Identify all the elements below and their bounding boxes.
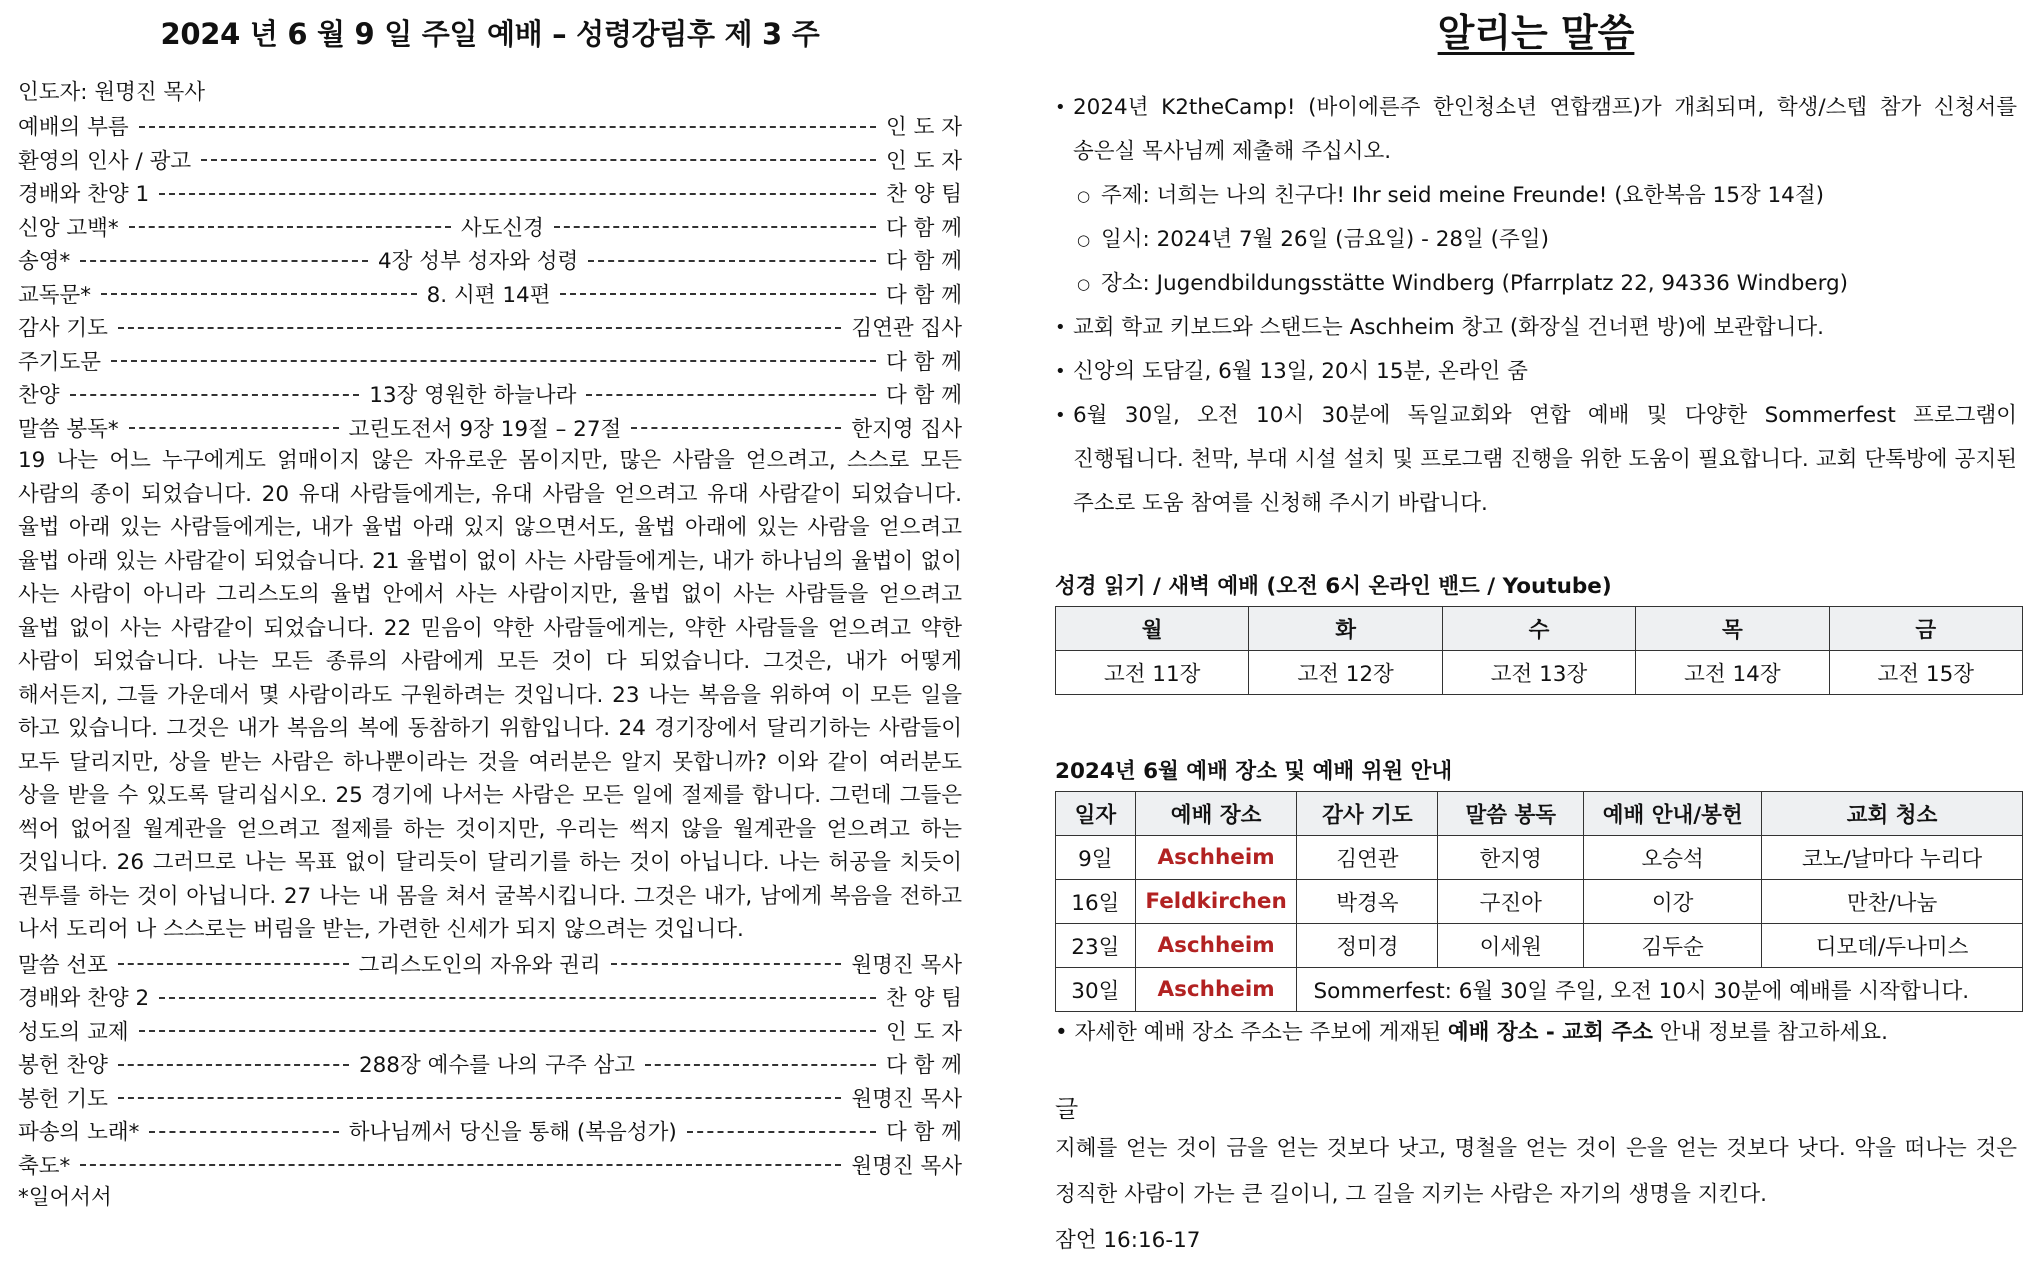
bullet: • — [1055, 317, 1066, 338]
dash-leader — [611, 963, 842, 965]
bible-reading-days-row — [1056, 607, 2023, 651]
order-label: 찬양 — [18, 383, 60, 409]
schedule-date: 30일 — [1056, 968, 1136, 1012]
order-row — [18, 210, 962, 244]
reading-chapter: 고전 14장 — [1636, 651, 1829, 695]
schedule-cell: 이세원 — [1438, 924, 1584, 968]
dash-leader — [159, 997, 876, 999]
announcement-list — [1055, 86, 2017, 526]
schedule-place: Aschheim — [1135, 968, 1297, 1012]
scripture-text: 19 나는 어느 누구에게도 얽매이지 않은 자유로운 몸이지만, 많은 사람을 얻으려고, 스스로 모든 사람의 종이 되었습니다. 20 유대 사람들에게는, 유대 사람을 얻으려고 유대 사람같이 되었습니다. 율법 아래 있는 사람들에게는, 내가 율법 아래 있지 않으면서도, 율법 아래에 있는 사람을 얻으려고 율법 아래 있는 사람같이 되었습니다. 21 율법이 없이 사는 사람들에게는, 내가 하나님의 율법이 없이 사는 사람이 아니라 그리스도의 율법 안에서 사는 사람이지만, 율법 없이 사는 사람들을 얻으려고 율법 없이 사는 사람같이 되었습니다. 22 믿음이 약한 사람들에게는, 약한 사람들을 얻으려고 약한 사람이 되었습니다. 나는 모든 종류의 사람에게 모든 것이 다 되었습니다. 그것은, 내가 어떻게 해서든지, 그들 가운데서 몇 사람이라도 구원하려는 것입니다. 23 나는 복음을 위하여 이 모든 일을 하고 있습니다. 그것은 내가 복음의 복에 동참하기 위함입니다. 24 경기장에서 달리기하는 사람들이 모두 달리지만, 상을 받는 사람은 하나뿐이라는 것을 여러분은 알지 못합니까? 이와 같이 여러분도 상을 받을 수 있도록 달리십시오. 25 경기에 나서는 사람은 모든 일에 절제를 합니다. 그런데 그들은 썩어 없어질 월계관을 얻으려고 절제를 하는 것이지만, 우리는 썩지 않을 월계관을 얻으려고 하는 것입니다. 26 그러므로 나는 목표 없이 달리듯이 달리기를 하는 것이 아닙니다. 나는 허공을 치듯이 권투를 하는 것이 아닙니다. 27 나는 내 몸을 쳐서 굴복시킵니다. 그것은 내가, 남에게 복음을 전하고 나서 도리어 나 스스로는 버림을 받는, 가련한 신세가 되지 않으려는 것입니다. — [18, 448, 962, 942]
order-person: 찬 양 팀 — [886, 182, 962, 208]
order-content: 하나님께서 당신을 통해 (복음성가) — [348, 1120, 677, 1146]
dash-leader — [645, 1064, 876, 1066]
announcement-subitem — [1077, 218, 2017, 262]
order-row — [18, 1114, 962, 1148]
announcement-subitem — [1077, 262, 2017, 306]
announcement-item — [1055, 394, 2017, 526]
weekday-header: 수 — [1442, 607, 1635, 651]
announcement-subitem — [1077, 174, 2017, 218]
dash-leader — [118, 1097, 841, 1099]
announcement-line — [1055, 86, 2017, 174]
order-content: 8. 시편 14편 — [426, 282, 551, 308]
dash-leader — [129, 226, 451, 228]
order-label: 교독문* — [18, 282, 92, 308]
schedule-cell: 9일 — [1056, 836, 1136, 880]
announcement-line — [1055, 350, 2017, 394]
word-title: 글 — [1055, 1095, 1079, 1123]
announcement-item — [1055, 350, 2017, 394]
order-content: 사도신경 — [460, 215, 544, 241]
order-person: 다 함 께 — [886, 383, 962, 409]
schedule-cell: 박경옥 — [1297, 880, 1438, 924]
bible-reading-table — [1055, 606, 2023, 695]
announcements-column — [1055, 0, 2017, 1264]
order-row — [18, 411, 962, 445]
worship-order-list — [18, 109, 962, 444]
schedule-header: 예배 장소 — [1135, 792, 1297, 836]
order-label: 주기도문 — [18, 349, 102, 375]
schedule-cell: 한지영 — [1438, 836, 1584, 880]
order-row — [18, 344, 962, 378]
order-person: 다 함 께 — [886, 215, 963, 241]
schedule-cell: Aschheim — [1135, 836, 1297, 880]
announcement-item — [1055, 86, 2017, 306]
dash-leader — [687, 1131, 876, 1133]
schedule-header: 교회 청소 — [1762, 792, 2023, 836]
dash-leader — [111, 360, 876, 362]
dash-leader — [80, 1164, 841, 1166]
order-label: 예배의 부름 — [18, 115, 129, 141]
order-label: 송영* — [18, 249, 71, 275]
schedule-header: 일자 — [1056, 792, 1136, 836]
table-row — [1056, 968, 2023, 1012]
announcement-line — [1055, 394, 2017, 526]
schedule-cell: 구진아 — [1438, 880, 1584, 924]
reading-chapter: 고전 13장 — [1442, 651, 1635, 695]
schedule-cell: 만찬/나눔 — [1762, 880, 2023, 924]
bullet: • — [1055, 1020, 1068, 1045]
announcement-text: 신앙의 도담길, 6월 13일, 20시 15분, 온라인 줌 — [1073, 359, 1528, 384]
order-row — [18, 109, 962, 143]
order-row — [18, 243, 962, 277]
dash-leader — [588, 260, 876, 262]
announcement-line — [1055, 306, 2017, 350]
order-label: 파송의 노래* — [18, 1120, 140, 1146]
order-label: 환영의 인사 / 광고 — [18, 148, 192, 174]
dash-leader — [560, 293, 876, 295]
schedule-note-bold: 예배 장소 - 교회 주소 — [1447, 1020, 1653, 1045]
schedule-note-post: 안내 정보를 참고하세요. — [1652, 1020, 1888, 1045]
order-row — [18, 1081, 962, 1115]
bullet: • — [1055, 97, 1066, 118]
dash-leader — [586, 394, 876, 396]
schedule-cell: 정미경 — [1297, 924, 1438, 968]
order-row — [18, 310, 962, 344]
order-row — [18, 277, 962, 311]
announcement-text: 6월 30일, 오전 10시 30분에 독일교회와 연합 예배 및 다양한 Sommerfest 프로그램이 진행됩니다. 천막, 부대 시설 설치 및 프로그램 진행을 위한 도움이 필요합니다. 교회 단톡방에 공지된 주소로 도움 참여를 신청해 주시기 바랍니다. — [1073, 403, 2017, 516]
order-person: 다 함 께 — [886, 349, 962, 375]
subitem-text: 일시: 2024년 7월 26일 (금요일) - 28일 (주일) — [1101, 227, 1549, 252]
weekday-header: 월 — [1056, 607, 1249, 651]
order-label: 감사 기도 — [18, 316, 108, 342]
word-body: 지혜를 얻는 것이 금을 얻는 것보다 낫고, 명철을 얻는 것이 은을 얻는 것보다 낫다. 악을 떠나는 것은 정직한 사람이 가는 큰 길이니, 그 길을 지키는 사람은 자기의 생명을 지킨다. — [1055, 1136, 2017, 1207]
worship-leader: 인도자: 원명진 목사 — [18, 80, 206, 105]
dash-leader — [631, 427, 841, 429]
sub-bullet: ○ — [1077, 187, 1091, 205]
schedule-header: 예배 안내/봉헌 — [1584, 792, 1762, 836]
table-row — [1056, 924, 2023, 968]
order-label: 신앙 고백* — [18, 215, 119, 241]
table-row — [1056, 836, 2023, 880]
weekday-header: 금 — [1829, 607, 2022, 651]
order-label: 말씀 선포 — [18, 952, 108, 978]
order-person: 다 함 께 — [886, 1120, 962, 1146]
bible-reading-title: 성경 읽기 / 새벽 예배 (오전 6시 온라인 밴드 / Youtube) — [1055, 574, 1612, 599]
order-label: 봉헌 기도 — [18, 1086, 108, 1112]
announcement-text: 2024년 K2theCamp! (바이에른주 한인청소년 연합캠프)가 개최되며, 학생/스텝 참가 신청서를 송은실 목사님께 제출해 주십시오. — [1073, 95, 2017, 164]
schedule-header-row — [1056, 792, 2023, 836]
worship-title: 2024 년 6 월 9 일 주일 예배 – 성령강림후 제 3 주 — [160, 17, 820, 51]
reading-chapter: 고전 12장 — [1249, 651, 1442, 695]
dash-leader — [80, 260, 368, 262]
sommerfest-note: Sommerfest: 6월 30일 주일, 오전 10시 30분에 예배를 시작합니다. — [1297, 968, 2023, 1012]
dash-leader — [139, 1030, 876, 1032]
schedule-cell: Feldkirchen — [1135, 880, 1297, 924]
schedule-cell: 디모데/두나미스 — [1762, 924, 2023, 968]
sub-bullet: ○ — [1077, 231, 1091, 249]
order-content: 288장 예수를 나의 구주 삼고 — [358, 1053, 636, 1079]
bullet: • — [1055, 405, 1066, 426]
dash-leader — [70, 394, 360, 396]
dash-leader — [201, 159, 876, 161]
order-label: 축도* — [18, 1153, 71, 1179]
order-person: 김연관 집사 — [851, 316, 962, 342]
order-label: 말씀 봉독* — [18, 416, 119, 442]
schedule-cell: 16일 — [1056, 880, 1136, 924]
dash-leader — [101, 293, 417, 295]
schedule-cell: 김연관 — [1297, 836, 1438, 880]
bullet: • — [1055, 361, 1066, 382]
schedule-header: 말씀 봉독 — [1438, 792, 1584, 836]
order-person: 원명진 목사 — [851, 1086, 962, 1112]
order-person: 인 도 자 — [886, 148, 962, 174]
dash-leader — [149, 1131, 338, 1133]
order-person: 인 도 자 — [886, 1019, 962, 1045]
reading-chapter: 고전 15장 — [1829, 651, 2022, 695]
reading-chapter: 고전 11장 — [1056, 651, 1249, 695]
subitem-text: 주제: 너희는 나의 친구다! Ihr seid meine Freunde! (요한복음 15장 14절) — [1101, 183, 1825, 208]
dash-leader — [139, 126, 876, 128]
sub-bullet: ○ — [1077, 275, 1091, 293]
schedule-title: 2024년 6월 예배 장소 및 예배 위원 안내 — [1055, 759, 1453, 784]
order-label: 경배와 찬양 2 — [18, 986, 150, 1012]
order-row — [18, 1047, 962, 1081]
order-content: 고린도전서 9장 19절 – 27절 — [348, 416, 622, 442]
schedule-note — [1055, 1018, 2017, 1048]
weekday-header: 화 — [1249, 607, 1442, 651]
schedule-cell: 김두순 — [1584, 924, 1762, 968]
announcement-item — [1055, 306, 2017, 350]
table-row — [1056, 880, 2023, 924]
schedule-table — [1055, 791, 2023, 1012]
order-content: 13장 영원한 하늘나라 — [369, 383, 577, 409]
schedule-cell: 오승석 — [1584, 836, 1762, 880]
announcements-title: 알리는 말씀 — [1437, 11, 1635, 55]
order-person: 다 함 께 — [886, 249, 962, 275]
schedule-cell: 이강 — [1584, 880, 1762, 924]
schedule-cell: Aschheim — [1135, 924, 1297, 968]
dash-leader — [554, 226, 876, 228]
order-person: 인 도 자 — [886, 115, 962, 141]
dash-leader — [159, 193, 876, 195]
dash-leader — [118, 963, 349, 965]
order-content: 4장 성부 성자와 성령 — [377, 249, 579, 275]
order-person: 다 함 께 — [886, 1053, 963, 1079]
bible-reading-chapters-row — [1056, 651, 2023, 695]
order-row — [18, 980, 962, 1014]
order-row — [18, 377, 962, 411]
order-person: 찬 양 팀 — [886, 986, 962, 1012]
schedule-header: 감사 기도 — [1297, 792, 1438, 836]
subitem-text: 장소: Jugendbildungsstätte Windberg (Pfarrplatz 22, 94336 Windberg) — [1101, 271, 1849, 296]
order-person: 한지영 집사 — [851, 416, 962, 442]
schedule-note-pre: 자세한 예배 장소 주소는 주보에 게재된 — [1074, 1020, 1448, 1045]
order-label: 성도의 교제 — [18, 1019, 129, 1045]
order-row — [18, 176, 962, 210]
standing-note: *일어서서 — [18, 1185, 112, 1210]
schedule-cell: 23일 — [1056, 924, 1136, 968]
order-label: 봉헌 찬양 — [18, 1053, 108, 1079]
order-person: 원명진 목사 — [851, 952, 962, 978]
dash-leader — [129, 427, 339, 429]
order-content: 그리스도인의 자유와 권리 — [358, 952, 601, 978]
dash-leader — [118, 1064, 349, 1066]
order-row — [18, 947, 962, 981]
announcement-text: 교회 학교 키보드와 스탠드는 Aschheim 창고 (화장실 건너편 방)에 보관합니다. — [1073, 315, 1825, 340]
schedule-cell: 코노/날마다 누리다 — [1762, 836, 2023, 880]
order-label: 경배와 찬양 1 — [18, 182, 150, 208]
order-person: 원명진 목사 — [851, 1153, 962, 1179]
order-row — [18, 143, 962, 177]
word-reference: 잠언 16:16-17 — [1055, 1228, 1201, 1253]
worship-order-list-2 — [18, 947, 962, 1182]
worship-order-column — [18, 0, 962, 1214]
weekday-header: 목 — [1636, 607, 1829, 651]
dash-leader — [118, 327, 841, 329]
order-row — [18, 1148, 962, 1182]
order-person: 다 함 께 — [886, 282, 962, 308]
order-row — [18, 1014, 962, 1048]
